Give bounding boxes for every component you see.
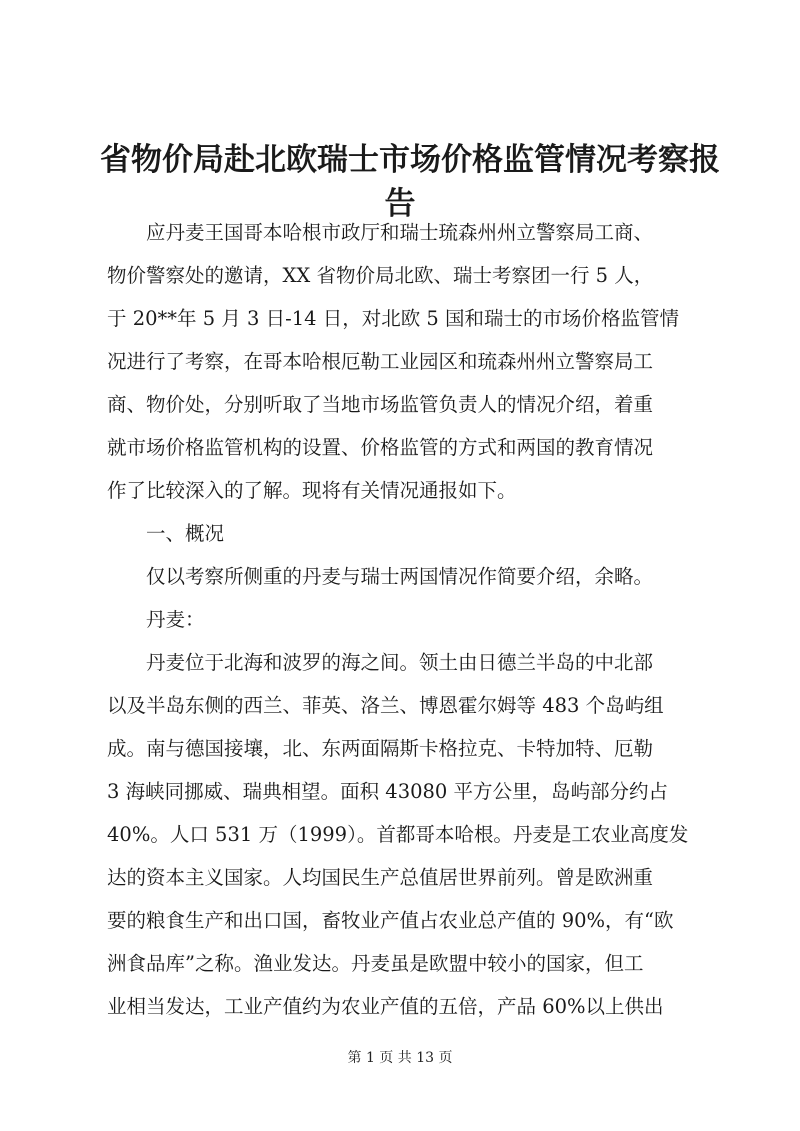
- body-line: 商、物价处，分别听取了当地市场监管负责人的情况介绍，着重: [107, 393, 654, 416]
- title-line: 告: [384, 186, 416, 222]
- body-line: 洲食品库”之称。渔业发达。丹麦虽是欧盟中较小的国家，但工: [107, 952, 644, 975]
- body-line: 40%。人口 531 万（1999）。首都哥本哈根。丹麦是工农业高度发: [107, 823, 689, 846]
- body-line: 丹麦位于北海和波罗的海之间。领土由日德兰半岛的中北部: [107, 651, 654, 674]
- body-line: 3 海峡同挪威、瑞典相望。面积 43080 平方公里，岛屿部分约占: [107, 780, 669, 803]
- body-line: 要的粮食生产和出口国，畜牧业产值占农业总产值的 90%，有“欧: [107, 909, 674, 932]
- body-line: 业相当发达，工业产值约为农业产值的五倍，产品 60%以上供出: [107, 995, 664, 1018]
- body-line: 达的资本主义国家。人均国民生产总值居世界前列。曾是欧洲重: [107, 866, 654, 889]
- body-line: 成。南与德国接壤，北、东两面隔斯卡格拉克、卡特加特、厄勒: [107, 737, 654, 760]
- body-line: 于 20**年 5 月 3 日-14 日，对北欧 5 国和瑞士的市场价格监管情: [107, 307, 680, 330]
- section-heading: 一、概况: [107, 522, 225, 545]
- body-line: 就市场价格监管机构的设置、价格监管的方式和两国的教育情况: [107, 436, 654, 459]
- body-line: 应丹麦王国哥本哈根市政厅和瑞士琉森州州立警察局工商、: [107, 221, 654, 244]
- body-line: 况进行了考察，在哥本哈根厄勒工业园区和琉森州州立警察局工: [107, 350, 654, 373]
- subheading: 丹麦：: [107, 608, 205, 631]
- body-line: 物价警察处的邀请，XX 省物价局北欧、瑞士考察团一行 5 人，: [107, 264, 654, 287]
- body-line: 作了比较深入的了解。现将有关情况通报如下。: [107, 479, 517, 502]
- page-footer: 第 1 页 共 13 页: [347, 1050, 453, 1066]
- body-line: 仅以考察所侧重的丹麦与瑞士两国情况作简要介绍，余略。: [107, 565, 654, 588]
- title-line: 省物价局赴北欧瑞士市场价格监管情况考察报: [100, 142, 720, 178]
- document-title: [100, 138, 720, 226]
- body-line: 以及半岛东侧的西兰、菲英、洛兰、博恩霍尔姆等 483 个岛屿组: [107, 694, 664, 717]
